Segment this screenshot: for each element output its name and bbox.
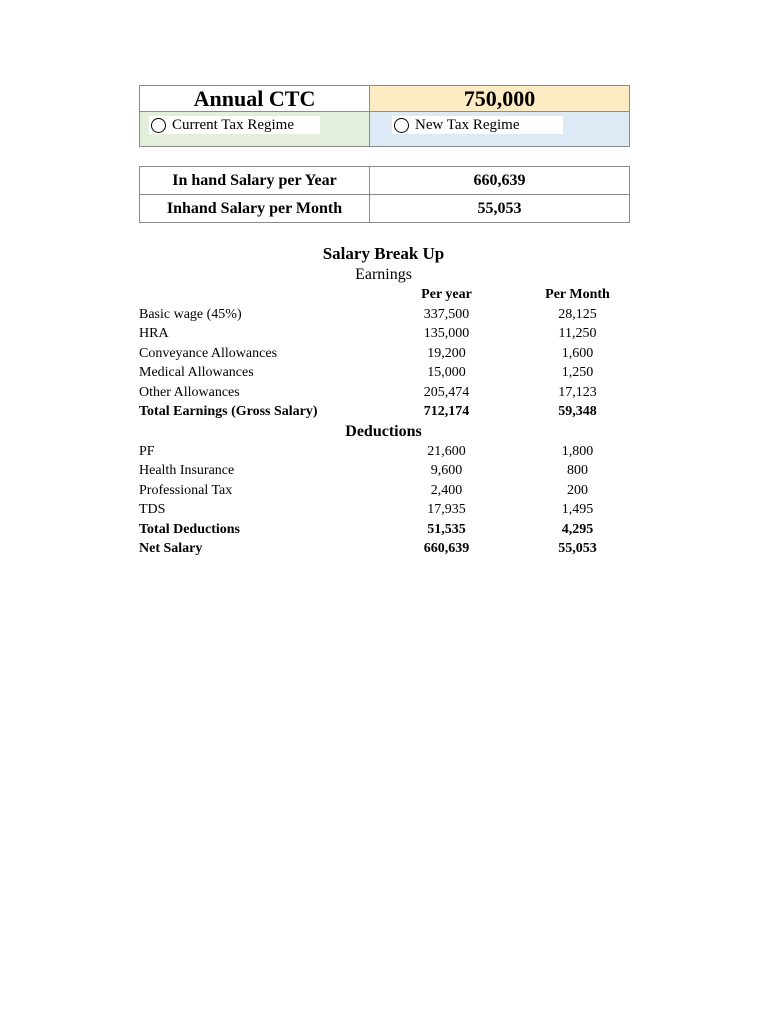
annual-ctc-value[interactable]: 750,000	[370, 86, 629, 112]
row-month-value: 59,348	[558, 404, 597, 419]
inhand-month-row	[140, 194, 629, 222]
inhand-year-value: 660,639	[473, 172, 526, 189]
salary-sheet	[139, 85, 630, 559]
row-label: HRA	[139, 326, 169, 341]
total-deductions-row	[139, 520, 628, 540]
radio-icon[interactable]	[394, 118, 409, 133]
annual-ctc-label: Annual CTC	[140, 86, 370, 112]
inhand-month-label: Inhand Salary per Month	[140, 195, 370, 222]
salary-breakup	[139, 243, 628, 559]
row-month-value: 11,250	[558, 326, 597, 341]
row-label: Total Deductions	[139, 521, 241, 537]
earnings-row	[139, 324, 628, 344]
earnings-row	[139, 383, 628, 403]
row-year-value: 337,500	[423, 306, 470, 322]
earnings-row	[139, 344, 628, 364]
row-label: Other Allowances	[139, 384, 240, 400]
row-label: Professional Tax	[139, 482, 233, 498]
deductions-row	[139, 481, 628, 501]
row-label: Medical Allowances	[139, 365, 254, 380]
new-regime-cell	[370, 112, 629, 146]
row-year-value: 2,400	[430, 482, 463, 498]
row-month-value: 1,495	[561, 502, 594, 517]
row-label: Basic wage (45%)	[139, 306, 242, 322]
current-regime-cell	[140, 112, 370, 146]
current-tax-regime-option[interactable]	[149, 116, 320, 134]
column-header-per-year: Per year	[421, 287, 472, 302]
row-month-value: 4,295	[561, 521, 594, 537]
new-tax-regime-option[interactable]	[392, 116, 563, 134]
deductions-row	[139, 500, 628, 520]
row-label: Total Earnings (Gross Salary)	[139, 404, 318, 419]
total-earnings-row	[139, 402, 628, 422]
column-header-blank	[139, 285, 384, 305]
row-month-value: 800	[567, 463, 588, 478]
breakup-title: Salary Break Up	[322, 244, 445, 263]
row-month-value: 1,600	[561, 345, 594, 361]
row-year-value: 51,535	[427, 521, 466, 537]
row-year-value: 17,935	[427, 502, 466, 517]
row-label: TDS	[139, 502, 166, 517]
row-year-value: 19,200	[427, 345, 466, 361]
row-year-value: 135,000	[423, 326, 470, 341]
earnings-heading: Earnings	[355, 266, 412, 283]
inhand-year-label: In hand Salary per Year	[140, 167, 370, 194]
row-year-value: 15,000	[427, 365, 466, 380]
deductions-heading: Deductions	[345, 422, 422, 440]
row-year-value: 660,639	[423, 541, 470, 556]
new-tax-regime-label: New Tax Regime	[415, 116, 520, 133]
earnings-row	[139, 363, 628, 383]
row-month-value: 200	[567, 482, 588, 498]
column-header-per-month: Per Month	[545, 287, 610, 302]
earnings-row	[139, 305, 628, 325]
row-label: Health Insurance	[139, 463, 235, 478]
row-label: PF	[139, 443, 155, 459]
deductions-row	[139, 442, 628, 462]
row-year-value: 712,174	[423, 404, 470, 419]
row-year-value: 205,474	[423, 384, 470, 400]
row-label: Net Salary	[139, 541, 203, 556]
column-headers	[139, 285, 628, 305]
row-label: Conveyance Allowances	[139, 345, 278, 361]
net-salary-row	[139, 539, 628, 559]
row-month-value: 55,053	[558, 541, 597, 556]
ctc-box	[139, 85, 630, 147]
row-month-value: 28,125	[558, 306, 597, 322]
radio-icon[interactable]	[151, 118, 166, 133]
deductions-row	[139, 461, 628, 481]
row-month-value: 1,800	[561, 443, 594, 459]
inhand-salary-table	[139, 166, 630, 223]
row-year-value: 21,600	[427, 443, 466, 459]
inhand-year-row	[140, 167, 629, 194]
inhand-month-value: 55,053	[477, 200, 522, 217]
current-tax-regime-label: Current Tax Regime	[172, 116, 294, 133]
row-month-value: 1,250	[561, 365, 594, 380]
row-year-value: 9,600	[430, 463, 463, 478]
row-month-value: 17,123	[558, 384, 597, 400]
